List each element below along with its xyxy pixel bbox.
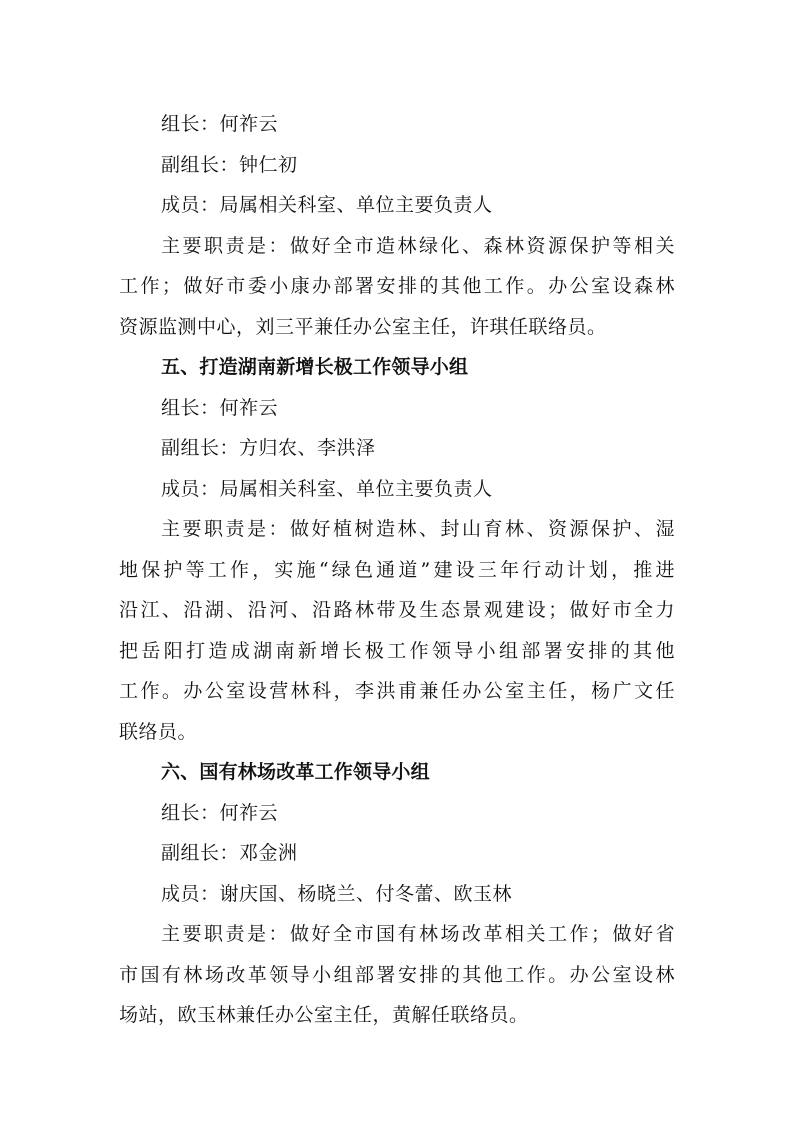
group-leader-line: 组长：何祚云 [161,396,279,419]
section-heading: 五、打造湖南新增长极工作领导小组 [161,356,469,378]
deputy-leader-line: 副组长：方归农、李洪泽 [161,437,376,459]
duties-line: 主要职责是：做好植树造林、封山育林、资源保护、湿 [161,518,675,540]
deputy-leader-line: 副组长：邓金洲 [161,842,298,864]
group-leader-line: 组长：何祚云 [161,113,279,135]
duties-line: 联络员。 [119,720,198,743]
members-line: 成员：谢庆国、杨晓兰、付冬蕾、欧玉林 [161,882,513,905]
section-heading: 六、国有林场改革工作领导小组 [161,761,430,783]
group-leader-line: 组长：何祚云 [161,801,279,824]
members-line: 成员：局属相关科室、单位主要负责人 [161,477,493,500]
duties-line: 把岳阳打造成湖南新增长极工作领导小组部署安排的其他 [119,639,675,662]
members-line: 成员：局属相关科室、单位主要负责人 [161,194,493,216]
duties-line: 场站，欧玉林兼任办公室主任，黄解任联络员。 [119,1004,529,1026]
duties-line: 地保护等工作，实施“绿色通道”建设三年行动计划，推进 [119,558,675,581]
duties-line: 工作；做好市委小康办部署安排的其他工作。办公室设森林 [119,275,675,297]
document-body [119,104,675,1036]
duties-line: 沿江、沿湖、沿河、沿路林带及生态景观建设；做好市全力 [119,599,675,621]
duties-line: 主要职责是：做好全市国有林场改革相关工作；做好省 [161,923,675,945]
duties-line: 资源监测中心，刘三平兼任办公室主任，许琪任联络员。 [119,315,607,338]
deputy-leader-line: 副组长：钟仁初 [161,153,298,176]
duties-line: 工作。办公室设营林科，李洪甫兼任办公室主任，杨广文任 [119,680,675,702]
duties-line: 主要职责是：做好全市造林绿化、森林资源保护等相关 [161,234,675,257]
duties-line: 市国有林场改革领导小组部署安排的其他工作。办公室设林 [119,963,675,986]
